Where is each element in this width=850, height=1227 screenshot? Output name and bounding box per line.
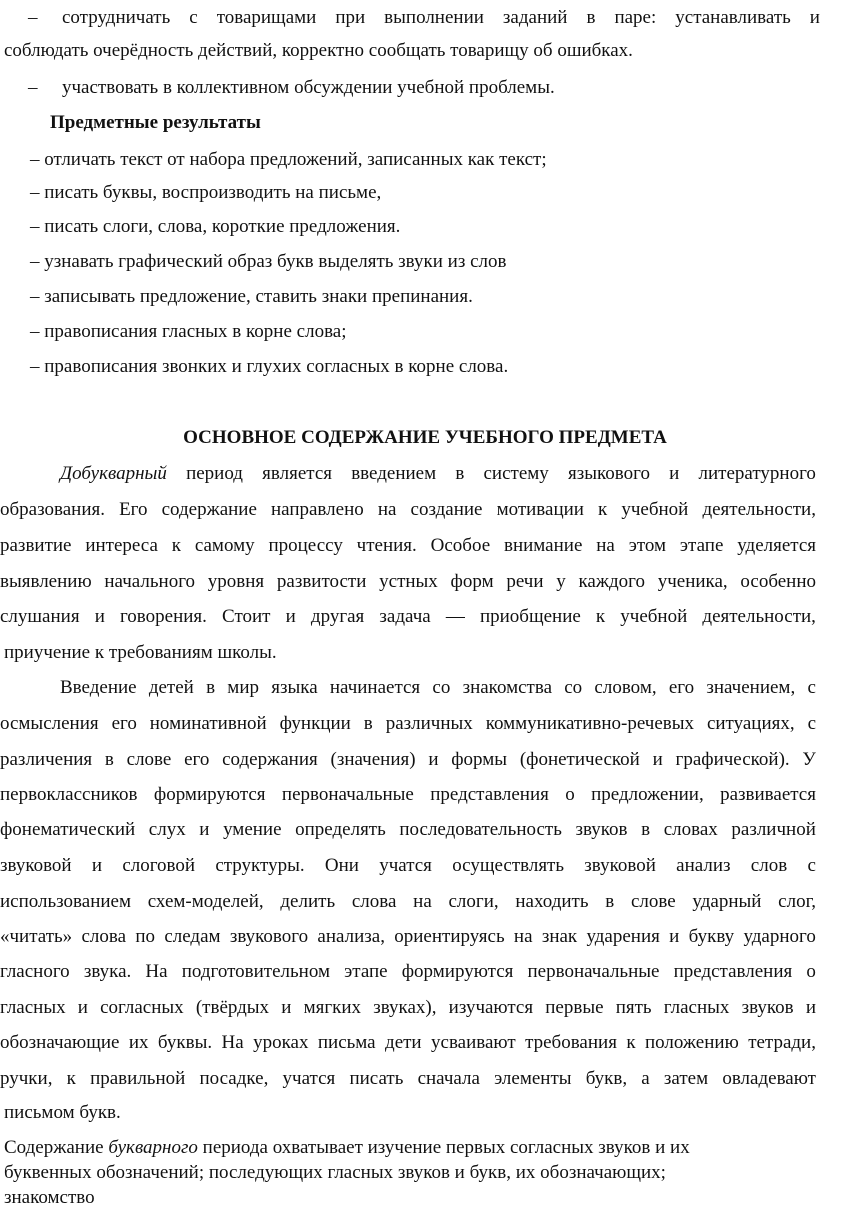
word: и: [91, 855, 103, 876]
word: форм: [450, 571, 494, 592]
word: период: [186, 463, 243, 484]
word: каждого: [578, 571, 645, 592]
word: определять: [295, 819, 386, 840]
word: значением,: [706, 677, 796, 698]
word: первоначальные: [281, 784, 414, 805]
word: коммуникативно-речевых: [485, 713, 695, 734]
word: к: [595, 606, 606, 627]
word: его: [184, 749, 210, 770]
word: правильной: [90, 1068, 186, 1089]
paragraph-line: [0, 748, 816, 772]
word: различной: [731, 819, 816, 840]
subject-item: – записывать предложение, ставить знаки препинания.: [30, 286, 473, 307]
word: о: [565, 784, 575, 805]
word: мир: [227, 677, 259, 698]
word: в: [206, 677, 216, 698]
word: обозначающие: [0, 1032, 120, 1053]
word: учебной: [621, 499, 689, 520]
word: слове: [630, 891, 676, 912]
word: затем: [663, 1068, 709, 1089]
word: (твёрдых: [195, 997, 270, 1018]
word: литературного: [698, 463, 816, 484]
word: ударный: [692, 891, 762, 912]
word: буквы.: [157, 1032, 213, 1053]
text-run-italic: букварного: [108, 1137, 198, 1158]
word: его: [668, 677, 695, 698]
word: с: [807, 855, 816, 876]
word: находить: [515, 891, 589, 912]
list-item-cooperate-cont: соблюдать очерёдность действий, корректно сообщать товарищу об ошибках.: [4, 40, 633, 61]
word: осмысления: [0, 713, 99, 734]
word: первые: [545, 997, 604, 1018]
word: внимание: [503, 535, 583, 556]
word: письма: [317, 1032, 376, 1053]
word: словом,: [594, 677, 657, 698]
paragraph-line: [0, 534, 816, 558]
word: в: [641, 819, 651, 840]
word: Они: [324, 855, 359, 876]
word: посадке,: [199, 1068, 269, 1089]
section-title: ОСНОВНОЕ СОДЕРЖАНИЕ УЧЕБНОГО ПРЕДМЕТА: [183, 427, 667, 448]
word: и: [805, 997, 816, 1018]
word: мягких: [303, 997, 362, 1018]
word: слова: [351, 891, 397, 912]
word: его: [111, 713, 137, 734]
word: знак: [541, 926, 578, 947]
word: овладевают: [722, 1068, 816, 1089]
word: учатся: [282, 1068, 336, 1089]
word: языкового: [568, 463, 650, 484]
word: самому: [194, 535, 255, 556]
word: и: [669, 463, 680, 484]
paragraph-line: [0, 1067, 816, 1091]
word: создание: [410, 499, 483, 520]
list-dash: –: [28, 7, 38, 28]
subject-item: – правописания гласных в корне слова;: [30, 321, 347, 342]
word: деятельности,: [702, 499, 816, 520]
word: по: [135, 926, 156, 947]
word: к: [626, 1032, 636, 1053]
paragraph-line: буквенных обозначений; последующих гласных звуков и букв, их обозначающих;: [4, 1162, 666, 1183]
word: ученика,: [657, 571, 728, 592]
word: уровня: [207, 571, 265, 592]
word: и: [669, 926, 680, 947]
paragraph-line: приучение к требованиям школы.: [4, 642, 277, 663]
word: развитости: [276, 571, 367, 592]
word: предложении,: [591, 784, 704, 805]
word: слове: [126, 749, 172, 770]
word: формы: [451, 749, 508, 770]
subject-item: – писать буквы, воспроизводить на письме,: [30, 182, 382, 203]
word: с: [807, 677, 816, 698]
word: «читать»: [0, 926, 73, 947]
word: звукового: [229, 926, 309, 947]
word: слоги,: [448, 891, 499, 912]
word: слов: [750, 855, 788, 876]
word: сотрудничать: [62, 7, 171, 28]
word: особенно: [740, 571, 816, 592]
word: первоклассников: [0, 784, 138, 805]
paragraph-line: [0, 890, 816, 914]
word: со: [432, 677, 451, 698]
word: букв,: [585, 1068, 628, 1089]
word: осуществлять: [452, 855, 565, 876]
word: к: [66, 1068, 76, 1089]
word: учебной: [620, 606, 688, 627]
word: ориентируясь: [394, 926, 505, 947]
word: со: [564, 677, 583, 698]
word: анализа,: [317, 926, 385, 947]
subject-heading: Предметные результаты: [50, 112, 261, 133]
word: начального: [104, 571, 196, 592]
list-dash: –: [28, 77, 38, 98]
word: чтения.: [356, 535, 417, 556]
word: делить: [280, 891, 336, 912]
word: направлено: [270, 499, 364, 520]
word: звука.: [83, 961, 132, 982]
word: и: [281, 997, 292, 1018]
word: в: [104, 749, 114, 770]
word: слог,: [778, 891, 816, 912]
word: систему: [483, 463, 549, 484]
paragraph-line: [0, 605, 816, 629]
word: процессу: [268, 535, 343, 556]
word: следам: [164, 926, 221, 947]
word: различных: [385, 713, 473, 734]
word: введением: [351, 463, 437, 484]
paragraph-line: [60, 676, 816, 700]
word: развитие: [0, 535, 72, 556]
word: заданий: [502, 7, 568, 28]
word: уделяется: [737, 535, 816, 556]
word: и: [77, 997, 88, 1018]
word: на: [596, 535, 615, 556]
subject-item: – писать слоги, слова, короткие предложения.: [30, 216, 401, 237]
word: Его: [119, 499, 148, 520]
word: Стоит: [222, 606, 271, 627]
word: мотивации: [496, 499, 584, 520]
subject-item: – правописания звонких и глухих согласных в корне слова.: [30, 356, 509, 377]
paragraph-line: [0, 712, 816, 736]
word: речи: [506, 571, 544, 592]
word: слушания: [0, 606, 80, 627]
word: в: [586, 7, 596, 28]
word: словах: [663, 819, 718, 840]
paragraph-line: [0, 570, 816, 594]
word: положению: [645, 1032, 739, 1053]
word: —: [445, 606, 465, 627]
word: уроках: [253, 1032, 309, 1053]
word: выявлению: [0, 571, 92, 592]
word: другая: [310, 606, 365, 627]
word: учатся: [379, 855, 432, 876]
word: к: [171, 535, 181, 556]
word: У: [802, 749, 816, 770]
word: и: [285, 606, 296, 627]
text-run: Содержание: [4, 1137, 109, 1158]
paragraph-line: [0, 996, 816, 1020]
word: на: [377, 499, 397, 520]
word: является: [262, 463, 332, 484]
paragraph-line: [0, 960, 816, 984]
word: на: [513, 926, 533, 947]
word: звуковой: [584, 855, 656, 876]
word: знакомства: [462, 677, 553, 698]
word: дети: [385, 1032, 422, 1053]
word: звуках),: [373, 997, 437, 1018]
word: Введение: [60, 677, 137, 698]
paragraph-line: [60, 462, 816, 486]
word: последовательность: [399, 819, 562, 840]
word: устных: [379, 571, 438, 592]
word: этом: [628, 535, 667, 556]
word: и: [94, 606, 105, 627]
word: с: [189, 7, 198, 28]
word: приобщение: [479, 606, 581, 627]
subject-item: – отличать текст от набора предложений, записанных как текст;: [30, 149, 547, 170]
word: писать: [349, 1068, 404, 1089]
word: согласных: [100, 997, 184, 1018]
word: (фонетической: [519, 749, 640, 770]
word: и: [428, 749, 439, 770]
word: гласного: [0, 961, 70, 982]
word: у: [556, 571, 566, 592]
word: представления: [673, 961, 793, 982]
paragraph-line: [0, 498, 816, 522]
word: и: [809, 7, 820, 28]
word: пять: [615, 997, 652, 1018]
paragraph-line: [0, 854, 816, 878]
word: и: [199, 819, 210, 840]
word: схем-моделей,: [147, 891, 264, 912]
word: умение: [223, 819, 282, 840]
word: задача: [379, 606, 431, 627]
word: говорения.: [119, 606, 207, 627]
word: тетради,: [748, 1032, 816, 1053]
subject-item: – узнавать графический образ букв выделять звуки из слов: [30, 251, 507, 272]
word: о: [806, 961, 816, 982]
word: слова: [81, 926, 127, 947]
word: в: [605, 891, 615, 912]
word: в: [455, 463, 465, 484]
word: детей: [148, 677, 194, 698]
word: к: [598, 499, 608, 520]
word: содержания: [222, 749, 318, 770]
word: функции: [279, 713, 351, 734]
paragraph-line: [0, 818, 816, 842]
word: гласных: [663, 997, 730, 1018]
word: а: [641, 1068, 650, 1089]
word: и: [652, 749, 663, 770]
word: товарищами: [216, 7, 317, 28]
word: номинативной: [149, 713, 267, 734]
paragraph-line: [4, 1136, 690, 1160]
word: фонематический: [0, 819, 136, 840]
word: на: [413, 891, 432, 912]
word: использованием: [0, 891, 132, 912]
word: ситуациях,: [706, 713, 795, 734]
word: интереса: [85, 535, 158, 556]
paragraph-line: [0, 783, 816, 807]
word: слух: [148, 819, 186, 840]
word: подготовительном: [181, 961, 330, 982]
paragraph-line: [0, 1031, 816, 1055]
word: формируются: [401, 961, 514, 982]
word: гласных: [0, 997, 66, 1018]
word: графической).: [675, 749, 790, 770]
word: структуры.: [215, 855, 305, 876]
word: начинается: [329, 677, 421, 698]
word: ударного: [743, 926, 816, 947]
word: формируются: [153, 784, 266, 805]
word: звуков: [575, 819, 628, 840]
word: этапе: [679, 535, 724, 556]
word: На: [145, 961, 168, 982]
word: в: [363, 713, 373, 734]
word: содержание: [161, 499, 257, 520]
paragraph-line: [0, 925, 816, 949]
word: звуков: [741, 997, 794, 1018]
word: этапе: [344, 961, 388, 982]
word: На: [221, 1032, 244, 1053]
word-italic: Добукварный: [60, 463, 167, 484]
word: различения: [0, 749, 93, 770]
word: образования.: [0, 499, 105, 520]
word: при: [335, 7, 366, 28]
word: букву: [688, 926, 735, 947]
word: ударения: [586, 926, 660, 947]
word: (значения): [330, 749, 416, 770]
word: паре:: [614, 7, 657, 28]
paragraph-line: письмом букв.: [4, 1102, 121, 1123]
word: развивается: [720, 784, 816, 805]
list-item-cooperate: [62, 6, 820, 30]
word: выполнении: [384, 7, 484, 28]
list-item-discussion: участвовать в коллективном обсуждении учебной проблемы.: [62, 77, 555, 98]
word: элементы: [494, 1068, 572, 1089]
word: анализ: [676, 855, 731, 876]
word: звуковой: [0, 855, 72, 876]
word: Особое: [430, 535, 491, 556]
word: сначала: [417, 1068, 480, 1089]
word: изучаются: [448, 997, 534, 1018]
word: требования: [525, 1032, 617, 1053]
word: слоговой: [122, 855, 196, 876]
word: представления: [430, 784, 549, 805]
word: устанавливать: [675, 7, 791, 28]
word: усваивают: [431, 1032, 516, 1053]
word: языка: [271, 677, 318, 698]
word: деятельности,: [702, 606, 816, 627]
word: их: [128, 1032, 149, 1053]
text-run: периода охватывает изучение первых согласных звуков и их: [197, 1137, 690, 1158]
word: ручки,: [0, 1068, 53, 1089]
word: первоначальные: [527, 961, 660, 982]
word: с: [807, 713, 816, 734]
paragraph-line: знакомство: [4, 1187, 95, 1208]
